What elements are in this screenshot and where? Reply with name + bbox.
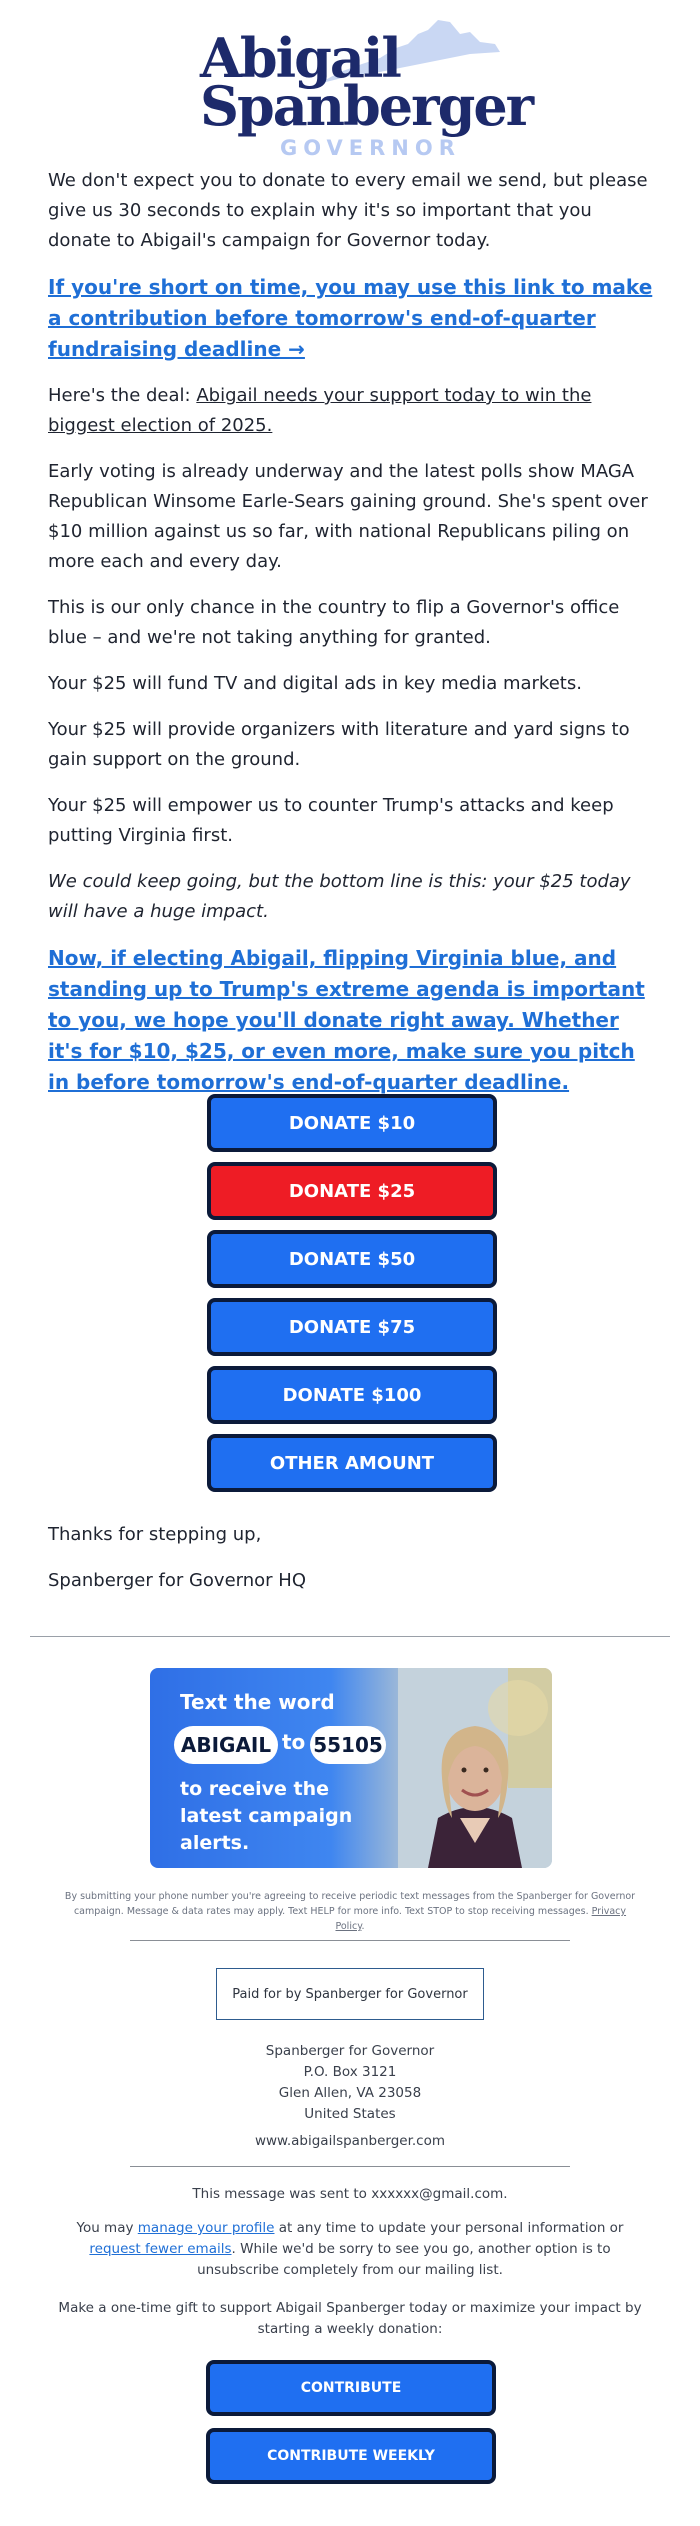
candidate-photo — [398, 1668, 552, 1868]
office-title: GOVERNOR — [280, 136, 461, 160]
manage-preferences-text — [58, 2218, 642, 2281]
bottom-line-text: We could keep going, but the bottom line is this: your $25 today will have a huge impact. — [48, 871, 631, 922]
keyword-pill: ABIGAIL — [174, 1726, 278, 1764]
privacy-policy-link[interactable]: Privacy Policy — [335, 1906, 627, 1932]
thanks-text: Thanks for stepping up, — [48, 1524, 262, 1545]
sms-disclaimer — [58, 1889, 642, 1934]
address-line4: United States — [304, 2106, 396, 2122]
polls-paragraph: Early voting is already underway and the latest polls show MAGA Republican Winsome Earle-Sears gaining ground. She's spent over $10 million against us so far, with national Republicans piling on more each and every day. — [48, 461, 648, 572]
donate-10-button[interactable]: DONATE $10 — [207, 1094, 497, 1152]
contribute-weekly-button[interactable]: CONTRIBUTE WEEKLY — [206, 2428, 496, 2484]
candidate-last-name: Spanberger — [200, 74, 533, 138]
banner-line3: to receive the latest campaign alerts. — [180, 1778, 353, 1854]
contribute-button[interactable]: CONTRIBUTE — [206, 2360, 496, 2416]
counter-paragraph: Your $25 will empower us to counter Trump's attacks and keep putting Virginia first. — [48, 795, 614, 846]
address-line3: Glen Allen, VA 23058 — [278, 2085, 422, 2101]
organizers-paragraph: Your $25 will provide organizers with literature and yard signs to gain support on the ground. — [48, 719, 630, 770]
candidate-first-name: Abigail — [200, 26, 400, 90]
contribute-button-group — [206, 2360, 496, 2496]
bottom-line-paragraph — [48, 867, 654, 927]
disclaimer-text: By submitting your phone number you're agreeing to receive periodic text messages from the Spanberger for Governor campaign. Message & data rates may apply. Text HELP for more info. Text STOP to stop receiving messages. — [64, 1891, 636, 1917]
manage-mid: at any time to update your personal information or — [274, 2220, 624, 2236]
campaign-logo — [190, 14, 533, 160]
gift-text: Make a one-time gift to support Abigail Spanberger today or maximize your impact by starting a weekly donation: — [58, 2300, 642, 2337]
address-line2: P.O. Box 3121 — [303, 2064, 397, 2080]
donate-button-group — [207, 1094, 497, 1502]
flip-paragraph: This is our only chance in the country to flip a Governor's office blue – and we're not taking anything for granted. — [48, 597, 620, 648]
donate-50-button[interactable]: DONATE $50 — [207, 1230, 497, 1288]
divider — [30, 1636, 670, 1637]
sms-signup-banner[interactable] — [150, 1668, 552, 1868]
shortcode-pill: 55105 — [310, 1726, 386, 1764]
signature: Spanberger for Governor HQ — [48, 1570, 306, 1591]
donate-75-button[interactable]: DONATE $75 — [207, 1298, 497, 1356]
divider — [130, 2166, 570, 2167]
banner-to: to — [282, 1730, 306, 1754]
ads-paragraph: Your $25 will fund TV and digital ads in key media markets. — [48, 673, 582, 694]
deal-link[interactable]: Abigail needs your support today to win the biggest election of 2025. — [48, 385, 592, 436]
banner-line1: Text the word — [180, 1690, 335, 1714]
donate-25-button[interactable]: DONATE $25 — [207, 1162, 497, 1220]
manage-profile-link[interactable]: manage your profile — [137, 2220, 275, 2236]
disclaimer-end: . — [361, 1921, 365, 1932]
manage-prefix: You may — [76, 2220, 138, 2236]
deal-paragraph — [48, 381, 654, 441]
request-fewer-emails-link[interactable]: request fewer emails — [89, 2241, 232, 2257]
website-link[interactable]: www.abigailspanberger.com — [254, 2133, 446, 2149]
sent-to-text: This message was sent to xxxxxx@gmail.com. — [192, 2186, 508, 2202]
divider — [130, 1940, 570, 1941]
short-on-time-link[interactable]: If you're short on time, you may use this link to make a contribution before tomorrow's end-of-quarter fundraising deadline → — [48, 275, 653, 361]
mailing-address — [200, 2041, 500, 2125]
intro-paragraph: We don't expect you to donate to every email we send, but please give us 30 seconds to explain why it's so important that you donate to Abigail's campaign for Governor today. — [48, 170, 648, 251]
deal-prefix: Here's the deal: — [48, 385, 197, 406]
donate-100-button[interactable]: DONATE $100 — [207, 1366, 497, 1424]
manage-end: . While we'd be sorry to see you go, another option is to unsubscribe completely from our mailing list. — [197, 2241, 611, 2278]
signoff — [48, 1520, 306, 1612]
address-line1: Spanberger for Governor — [265, 2043, 435, 2059]
paid-for-by-box: Paid for by Spanberger for Governor — [216, 1968, 484, 2020]
email-body — [48, 166, 654, 1114]
other-amount-button[interactable]: OTHER AMOUNT — [207, 1434, 497, 1492]
donate-appeal-link[interactable]: Now, if electing Abigail, flipping Virginia blue, and standing up to Trump's extreme agenda is important to you, we hope you'll donate right away. Whether it's for $10, $25, or even more, make sure you pitch in before tomorrow's end-of-quarter deadline. — [48, 946, 645, 1094]
